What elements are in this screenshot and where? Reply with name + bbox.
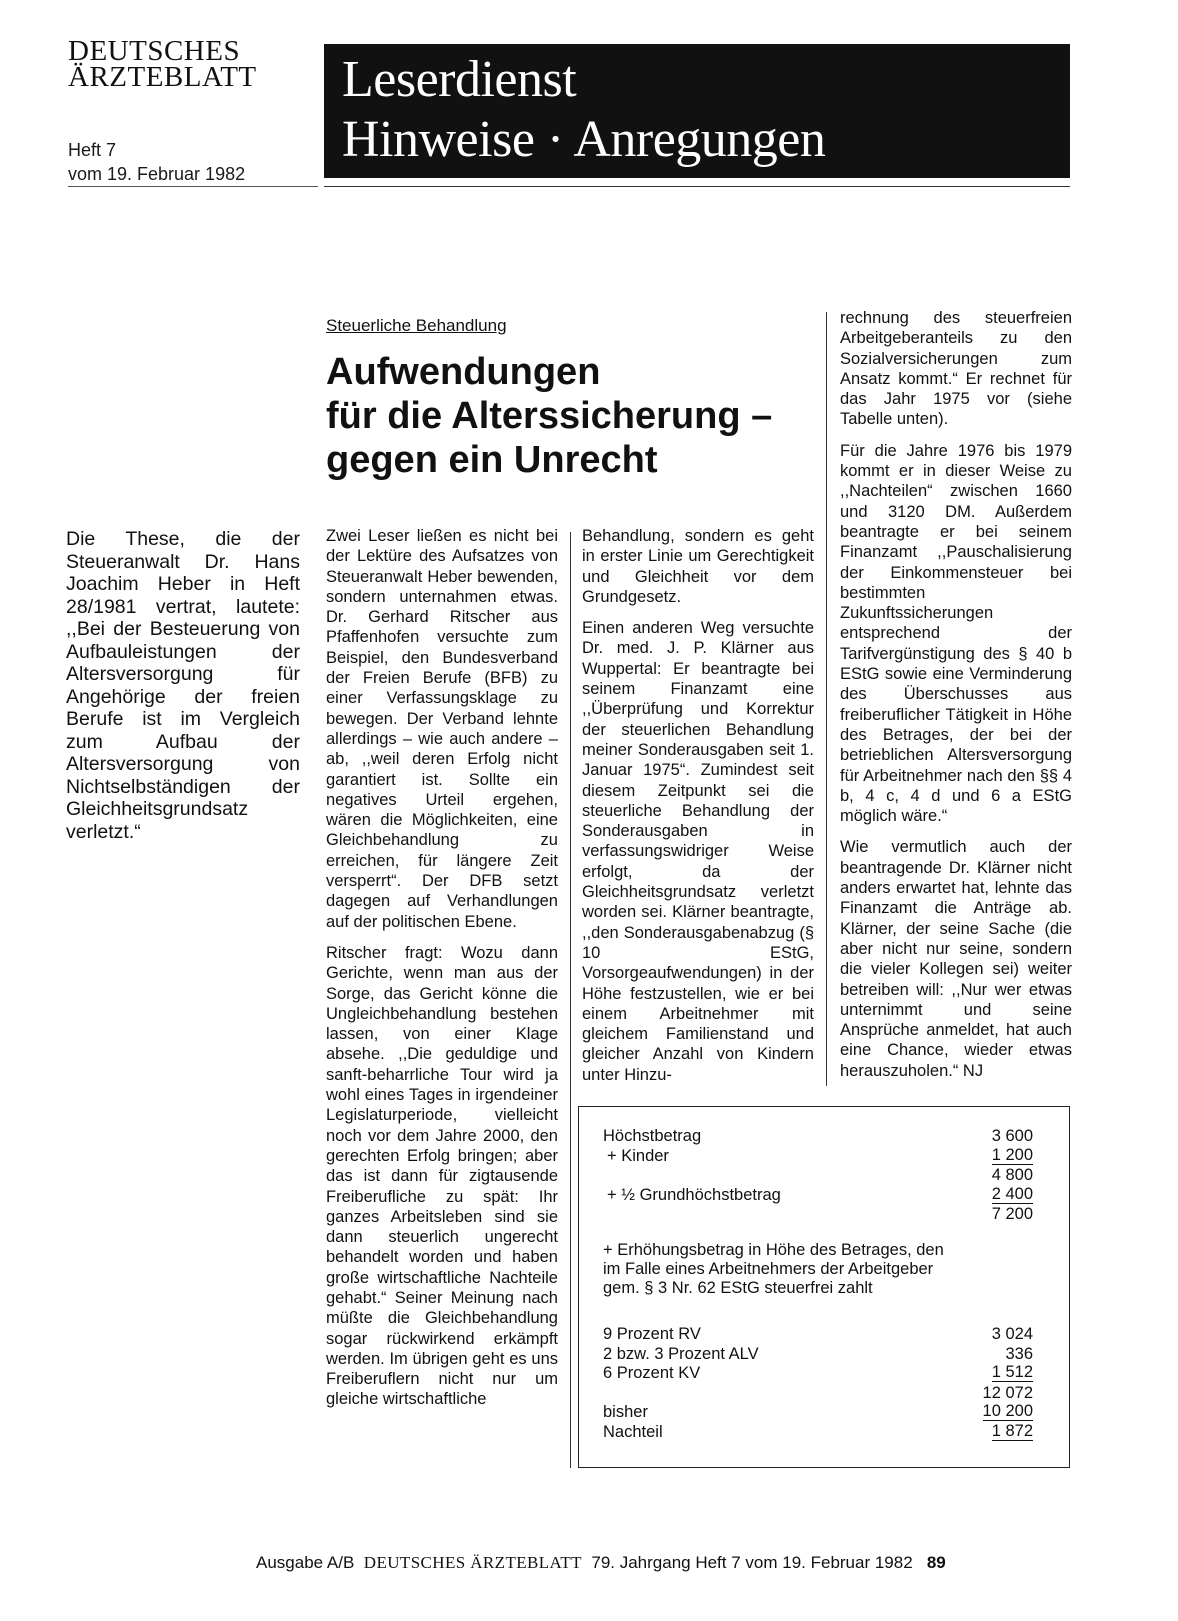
headline-line-3: gegen ein Unrecht [326, 439, 658, 481]
divider-left [68, 186, 318, 187]
row-value: 1 200 [991, 1145, 1033, 1164]
footer-issue: 79. Jahrgang Heft 7 vom 19. Februar 1982 [591, 1553, 913, 1572]
row-label: + Kinder [607, 1146, 669, 1165]
row-label: bisher [603, 1403, 648, 1422]
footer-edition: Ausgabe A/B [256, 1553, 355, 1572]
table-row [579, 1325, 1069, 1345]
section-banner [324, 44, 1070, 178]
divider-top [324, 186, 1070, 187]
row-label: + ½ Grundhöchstbetrag [607, 1185, 781, 1204]
journal-logo [68, 35, 308, 93]
logo-line-2: ÄRZTEBLATT [68, 61, 257, 93]
paragraph: Wie vermutlich auch der beantragende Dr. Klärner nicht anders erwartet hat, lehnte das Finanzamt die Anträge ab. Klärner, der seine Sache (die aber nicht nur seine, sondern die vieler Kollegen sei) weiter betreiben will: ,,Nur wer etwas unternimmt und seine Ansprüche anmeldet, hat auch eine Chance, wieder etwas herauszuholen.“ NJ [840, 838, 1072, 1080]
table-row [579, 1147, 1069, 1167]
row-value: 3 600 [991, 1127, 1033, 1145]
table-row [579, 1345, 1069, 1365]
paragraph: Ritscher fragt: Wozu dann Gerichte, wenn man aus der Sorge, das Gericht könne die Ungleichbehandlung bestehen lassen, von einer Klage absehe. ,,Die geduldige und sanft-beharrliche Tour wird ja wohl eines Tages in irgendeiner Legislaturperiode, vielleicht noch vor dem Jahre 2000, den gerechten Erfolg bringen; aber das ist dann für zigtausende Freiberufliche zu spät: Ihr ganzes Arbeitsleben sind sie dann steuerlich ungerecht behandelt worden und haben große wirtschaftliche Nachteile gehabt.“ Seiner Meinung nach müßte die Gleichbehandlung sogar rückwirkend erkämpft werden. Im übrigen geht es uns Freiberuflern nicht nur um gleiche wirtschaftliche [326, 943, 558, 1409]
row-label: 2 bzw. 3 Prozent ALV [603, 1344, 759, 1363]
table-row [579, 1127, 1069, 1147]
logo-line-1: DEUTSCHES [68, 35, 241, 67]
table-row [579, 1186, 1069, 1206]
table-row [579, 1423, 1069, 1443]
row-value: 4 800 [991, 1166, 1033, 1185]
page-footer [256, 1553, 946, 1573]
paragraph: rechnung des steuerfreien Arbeitgeberanteils zu den Sozialversicherungen zum Ansatz kommt.“ Er rechnet für das Jahr 1975 vor (siehe Tabelle unten). [840, 309, 1072, 429]
table-row [579, 1403, 1069, 1423]
table-row [579, 1205, 1069, 1225]
issue-date: vom 19. Februar 1982 [68, 164, 246, 184]
table-row [579, 1384, 1069, 1404]
paragraph: Einen anderen Weg versuchte Dr. med. J. P. Klärner aus Wuppertal: Er beantragte bei seinem Finanzamt eine ,,Überprüfung und Korrektur der steuerlichen Behandlung meiner Sonderausgaben seit 1. Januar 1975“. Zumindest seit diesem Zeitpunkt sei die steuerliche Behandlung der Sonderausgaben in verfassungswidriger Weise erfolgt, da der Gleichheitsgrundsatz verletzt worden sei. Klärner beantragte, ,,den Sonderausgabenabzug (§ 10 EStG, Vorsorgeaufwendungen) in der Höhe festzustellen, wie er bei einem Arbeitnehmer mit gleichem Familienstand und gleicher Anzahl von Kindern unter Hinzu- [582, 619, 814, 1084]
article-intro: Die These, die der Steueranwalt Dr. Hans Joachim Heber in Heft 28/1981 vertrat, lautete: ,,Bei der Besteuerung von Aufbauleistungen der Altersversorgung für Angehörige der freien Berufe ist im Vergleich zum Aufbau der Altersversorgung von Nichtselbständigen der Gleichheitsgrundsatz verletzt.“ [66, 528, 300, 843]
paragraph: Behandlung, sondern es geht in erster Linie um Gerechtigkeit und Gleichheit vor dem Grundgesetz. [582, 527, 814, 606]
row-label: 6 Prozent KV [603, 1364, 701, 1383]
text-column-2 [582, 526, 814, 1096]
headline-line-1: Aufwendungen [326, 351, 601, 393]
table-row [579, 1166, 1069, 1186]
row-value: 1 512 [991, 1363, 1033, 1382]
table-note: + Erhöhungsbetrag in Höhe des Betrages, den im Falle eines Arbeitnehmers der Arbeitgeber gem. § 3 Nr. 62 EStG steuerfrei zahlt [603, 1241, 944, 1297]
issue-info [68, 138, 245, 186]
row-value: 12 072 [982, 1383, 1033, 1402]
text-column-1 [326, 526, 558, 1421]
issue-number: Heft 7 [68, 140, 117, 160]
row-label: Nachteil [603, 1422, 663, 1441]
row-value: 1 872 [991, 1421, 1033, 1440]
column-rule [570, 532, 571, 1468]
row-value: 336 [1005, 1344, 1033, 1363]
row-value: 7 200 [991, 1205, 1033, 1224]
text-column-3 [840, 308, 1072, 1092]
row-value: 2 400 [991, 1184, 1033, 1203]
row-label: Höchstbetrag [603, 1127, 702, 1145]
page-number: 89 [926, 1553, 946, 1572]
calculation-table [578, 1106, 1070, 1468]
column-rule [826, 312, 827, 1086]
row-value: 10 200 [982, 1402, 1033, 1421]
article-kicker: Steuerliche Behandlung [326, 316, 507, 335]
headline-line-2: für die Alterssicherung – [326, 395, 773, 437]
banner-title: Leserdienst [342, 51, 577, 108]
row-label: 9 Prozent RV [603, 1325, 701, 1343]
banner-subtitle: Hinweise · Anregungen [342, 111, 826, 168]
footer-journal: DEUTSCHES ÄRZTEBLATT [363, 1553, 582, 1572]
article-headline [326, 350, 816, 482]
paragraph: Zwei Leser ließen es nicht bei der Lektüre des Aufsatzes von Steueranwalt Heber bewenden, sondern unternahmen etwas. Dr. Gerhard Ritscher aus Pfaffenhofen versuchte zum Beispiel, den Bundesverband der Freien Berufe (BFB) zu einer Verfassungsklage zu bewegen. Der Verband lehnte allerdings – wie auch andere – ab, ,,weil deren Erfolg nicht garantiert ist. Sollte ein negatives Urteil ergehen, wären die Möglichkeiten, eine Gleichbehandlung zu erreichen, für längere Zeit versperrt“. Der DFB setzt dagegen auf Verhandlungen auf der politischen Ebene. [326, 527, 558, 931]
table-row [579, 1364, 1069, 1384]
paragraph: Für die Jahre 1976 bis 1979 kommt er in dieser Weise zu ,,Nachteilen“ zwischen 1660 und 3120 DM. Außerdem beantragte er bei seinem Finanzamt ,,Pauschalisierung der Einkommensteuer bei bestimmten Zukunftssicherungen entsprechend der Tarifvergünstigung des § 40 b EStG sowie eine Verminderung des Überschusses aus freiberuflicher Tätigkeit in Höhe des Betrages, der bei der betrieblichen Altersversorgung für Arbeitnehmer nach den §§ 4 b, 4 c, 4 d und 6 a EStG möglich wäre.“ [840, 441, 1072, 826]
row-value: 3 024 [991, 1325, 1033, 1343]
